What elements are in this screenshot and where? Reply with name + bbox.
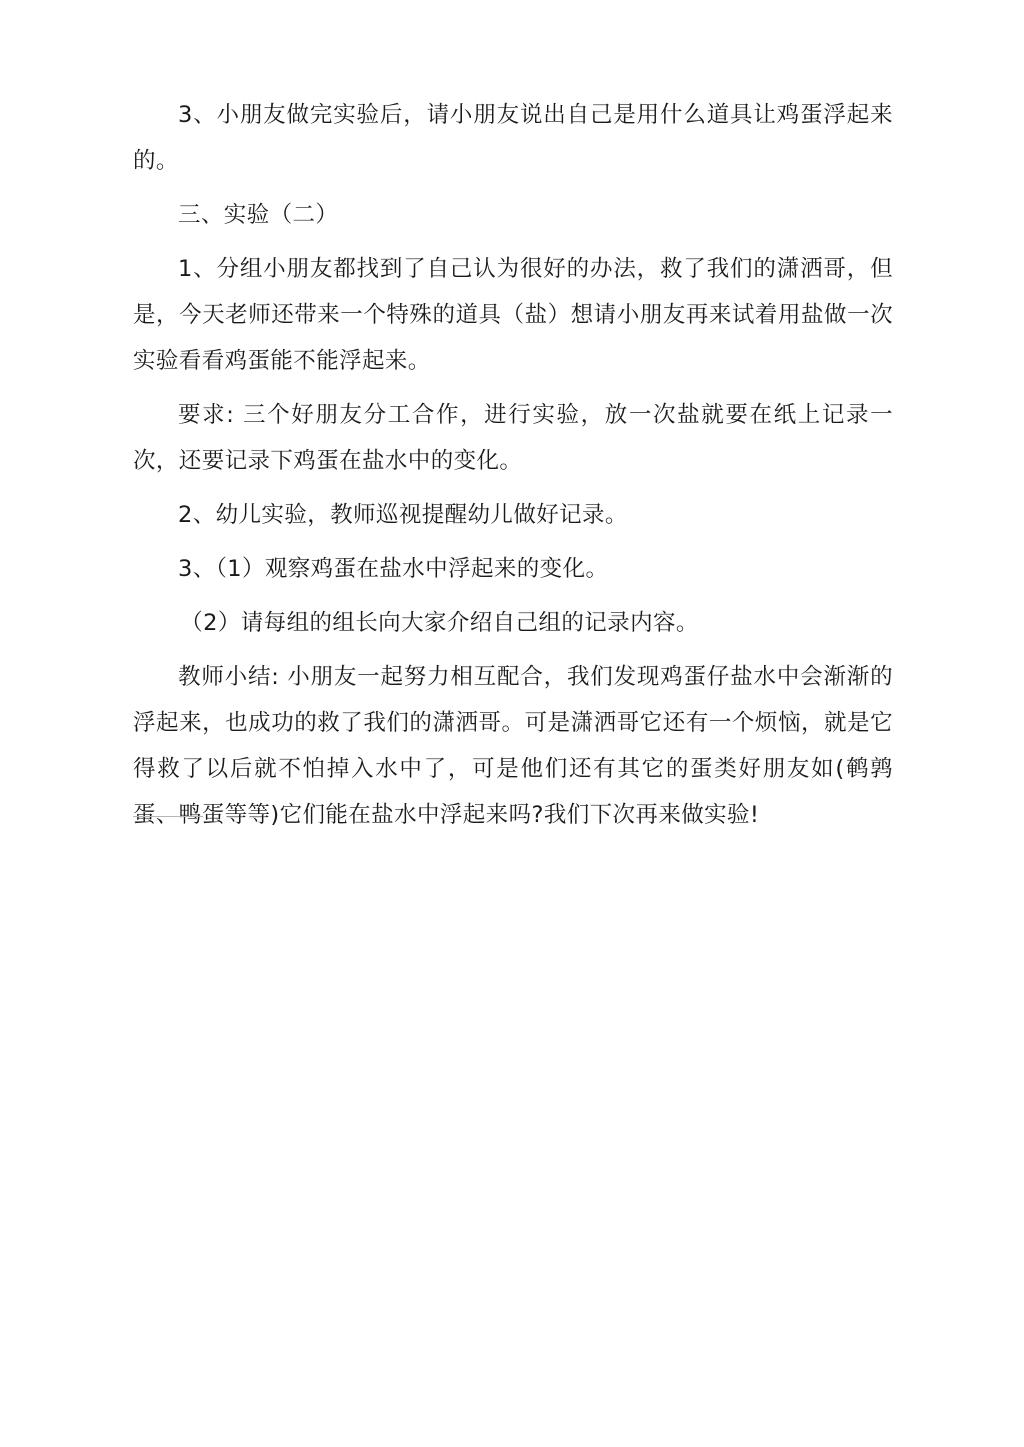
paragraph-step-1-salt: 1、分组小朋友都找到了自己认为很好的办法，救了我们的潇洒哥，但是，今天老师还带来一个特殊的道具（盐）想请小朋友再来试着用盐做一次实验看看鸡蛋能不能浮起来。 bbox=[133, 256, 893, 374]
document-body bbox=[133, 92, 893, 846]
paragraph-teacher-summary: 教师小结: 小朋友一起努力相互配合，我们发现鸡蛋仔盐水中会渐渐的浮起来，也成功的救了我们的潇洒哥。可是潇洒哥它还有一个烦恼，就是它得救了以后就不怕掉入水中了，可是他们还有其它的蛋类好朋友如(鹌鹑蛋、鸭蛋等等)它们能在盐水中浮起来吗?我们下次再来做实验! bbox=[133, 664, 893, 828]
footnote-divider bbox=[133, 816, 203, 817]
section-heading-experiment-2: 三、实验（二） bbox=[178, 202, 339, 228]
paragraph-step-3-observe: 3、（1）观察鸡蛋在盐水中浮起来的变化。 bbox=[178, 556, 609, 582]
paragraph-step-3-report: （2）请每组的组长向大家介绍自己组的记录内容。 bbox=[180, 610, 699, 636]
paragraph-step-2-children-experiment: 2、幼儿实验，教师巡视提醒幼儿做好记录。 bbox=[178, 502, 628, 528]
paragraph-step-3-result: 3、小朋友做完实验后，请小朋友说出自己是用什么道具让鸡蛋浮起来的。 bbox=[133, 102, 893, 174]
paragraph-requirements: 要求: 三个好朋友分工合作，进行实验，放一次盐就要在纸上记录一次，还要记录下鸡蛋在盐水中的变化。 bbox=[133, 402, 893, 474]
